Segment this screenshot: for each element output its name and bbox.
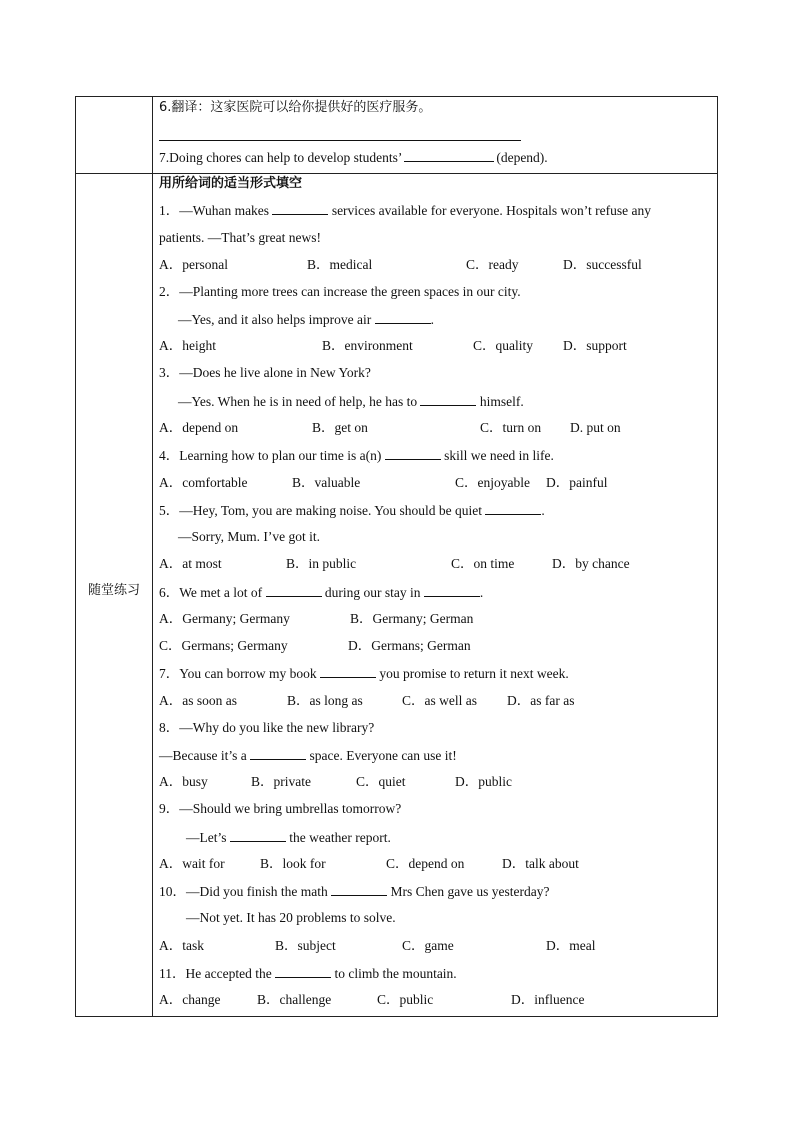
option-b: B．environment xyxy=(322,338,413,353)
section-label: 随堂练习 xyxy=(87,583,140,598)
question-6-translate: 6.翻译：这家医院可以给你提供好的医疗服务。 xyxy=(159,100,432,115)
option-c: C．turn on xyxy=(480,420,542,435)
option-b: B．as long as xyxy=(287,693,363,708)
option-b: B．Germany; German xyxy=(350,611,474,626)
option-d: D．by chance xyxy=(552,556,630,571)
option-a: A．comfortable xyxy=(159,475,248,490)
option-c: C．depend on xyxy=(386,856,465,871)
option-d: D．painful xyxy=(546,475,608,490)
question-3-line-1: 3．—Does he live alone in New York? xyxy=(159,365,371,380)
question-7-line: 7.Doing chores can help to develop students’ (depend). xyxy=(159,150,548,165)
row-divider xyxy=(76,173,717,174)
option-a: A．busy xyxy=(159,774,208,789)
option-c: C．on time xyxy=(451,556,515,571)
question-2-line-1: 2．—Planting more trees can increase the green spaces in our city. xyxy=(159,284,521,299)
question-6-line-1: 6．We met a lot of during our stay in . xyxy=(159,585,484,600)
option-b: B．private xyxy=(251,774,311,789)
option-a: A．Germany; Germany xyxy=(159,611,290,626)
option-c: C．game xyxy=(402,938,454,953)
option-c: C．ready xyxy=(466,257,519,272)
option-d: D．as far as xyxy=(507,693,575,708)
option-d: D．influence xyxy=(511,992,585,1007)
question-7-line-1: 7．You can borrow my book you promise to return it next week. xyxy=(159,666,569,681)
option-c: C．quality xyxy=(473,338,533,353)
option-b: B．valuable xyxy=(292,475,361,490)
question-5-line-1: 5．—Hey, Tom, you are making noise. You should be quiet . xyxy=(159,503,545,518)
option-d: D．talk about xyxy=(502,856,579,871)
option-b: B．subject xyxy=(275,938,336,953)
question-2-line-2: —Yes, and it also helps improve air . xyxy=(178,312,434,327)
option-a: A．change xyxy=(159,992,221,1007)
question-8-line-1: 8．—Why do you like the new library? xyxy=(159,720,375,735)
question-1-line-2: patients. —That’s great news! xyxy=(159,230,321,245)
option-b: B．get on xyxy=(312,420,368,435)
exercise-table xyxy=(75,96,718,1017)
option-a: A．height xyxy=(159,338,216,353)
question-9-line-1: 9．—Should we bring umbrellas tomorrow? xyxy=(159,801,402,816)
option-a: A．at most xyxy=(159,556,222,571)
question-11-line-1: 11．He accepted the to climb the mountain. xyxy=(159,966,457,981)
question-3-line-2: —Yes. When he is in need of help, he has to himself. xyxy=(178,394,524,409)
section-heading: 用所给词的适当形式填空 xyxy=(159,176,303,191)
option-c: C．quiet xyxy=(356,774,406,789)
option-c: C．as well as xyxy=(402,693,477,708)
question-4-line-1: 4．Learning how to plan our time is a(n) skill we need in life. xyxy=(159,448,554,463)
question-8-line-2: —Because it’s a space. Everyone can use it! xyxy=(159,748,457,763)
question-1-line-1: 1．—Wuhan makes services available for everyone. Hospitals won’t refuse any xyxy=(159,203,651,218)
question-5-line-2: —Sorry, Mum. I’ve got it. xyxy=(178,529,320,544)
option-a: A．depend on xyxy=(159,420,239,435)
question-10-line-1: 10．—Did you finish the math Mrs Chen gave us yesterday? xyxy=(159,884,550,899)
option-a: A．task xyxy=(159,938,204,953)
option-d: D．meal xyxy=(546,938,596,953)
option-d: D．successful xyxy=(563,257,642,272)
answer-line xyxy=(159,128,711,145)
option-d: D．support xyxy=(563,338,627,353)
option-a: A．as soon as xyxy=(159,693,237,708)
option-b: B．challenge xyxy=(257,992,332,1007)
option-c: C．Germans; Germany xyxy=(159,638,288,653)
option-d: D．Germans; German xyxy=(348,638,471,653)
option-c: C．enjoyable xyxy=(455,475,530,490)
option-c: C．public xyxy=(377,992,434,1007)
option-d: D．public xyxy=(455,774,512,789)
option-b: B．in public xyxy=(286,556,357,571)
question-10-line-2: —Not yet. It has 20 problems to solve. xyxy=(186,910,396,925)
option-b: B．medical xyxy=(307,257,373,272)
option-a: A．wait for xyxy=(159,856,225,871)
option-b: B．look for xyxy=(260,856,326,871)
option-a: A．personal xyxy=(159,257,228,272)
option-d: D. put on xyxy=(570,420,621,435)
question-9-line-2: —Let’s the weather report. xyxy=(186,830,391,845)
column-divider xyxy=(152,97,153,1016)
